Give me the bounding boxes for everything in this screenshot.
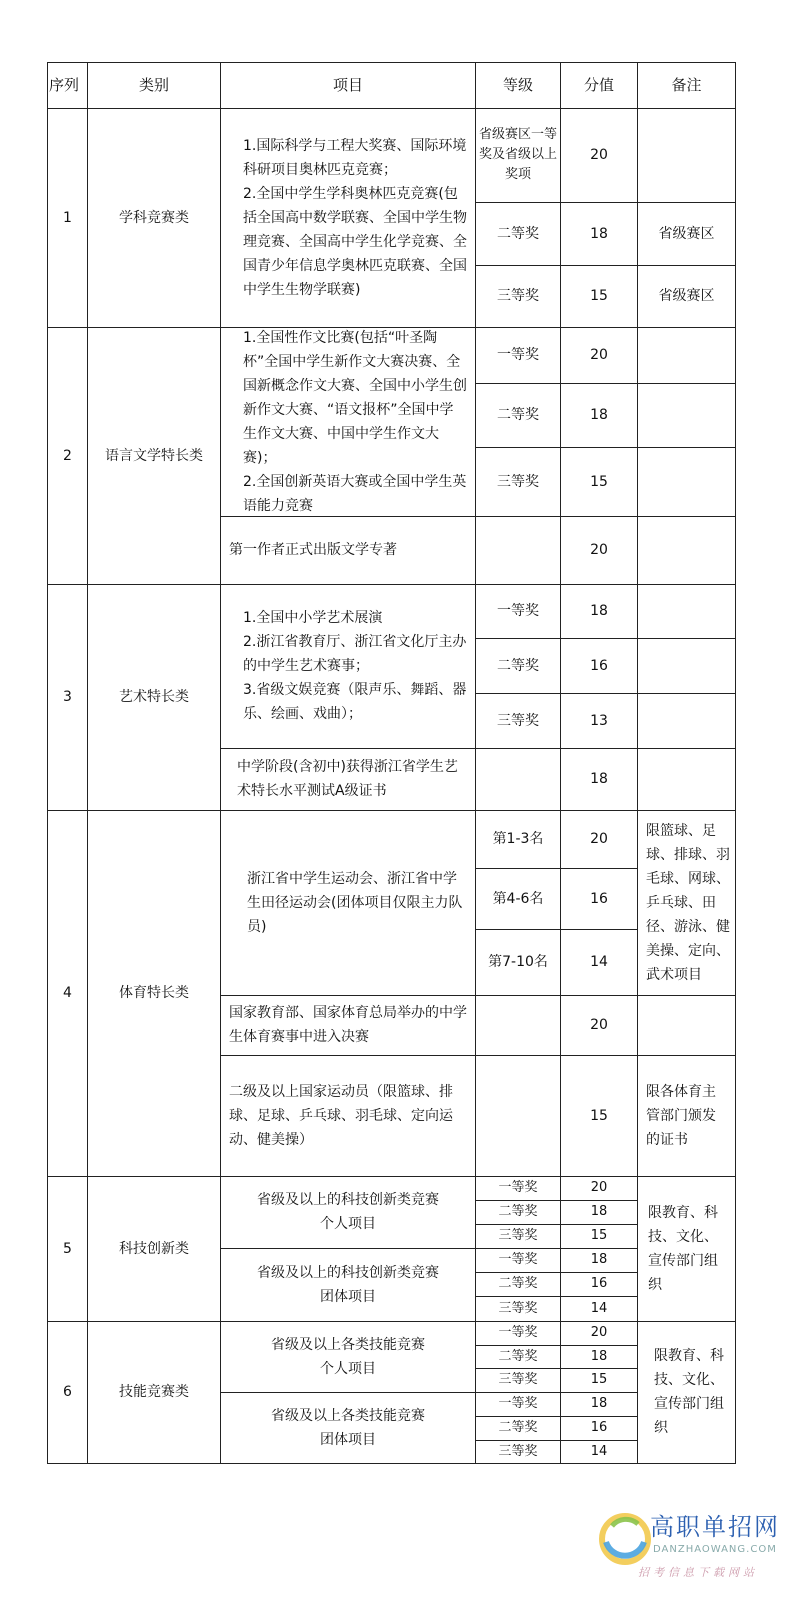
header-note: 备注 [671, 76, 702, 94]
score-value: 14 [590, 1300, 608, 1316]
award-level: 一等奖 [498, 1325, 538, 1340]
project-description: 1.国际科学与工程大奖赛、国际环境科研项目奥林匹克竞赛； 2.全国中学生学科奥林匹克竞赛(包括全国高中数学联赛、全国中学生物理竞赛、全国高中学生化学竞赛、全国青少年信息学奥林匹克联赛、全国中学生生物学联赛) [243, 137, 467, 298]
score-value: 15 [590, 288, 608, 304]
project-description: 二级及以上国家运动员（限篮球、排球、足球、乒乓球、羽毛球、定向运动、健美操） [229, 1083, 453, 1148]
watermark-domain: DANZHAOWANG.COM [653, 1544, 777, 1555]
award-level: 三等奖 [498, 1443, 538, 1459]
score-value: 15 [590, 473, 608, 490]
score-value: 15 [590, 1228, 608, 1243]
score-value: 18 [590, 1348, 608, 1364]
score-value: 20 [590, 147, 608, 163]
score-value: 20 [590, 1325, 608, 1340]
table-border-bottom [47, 1463, 736, 1464]
project-description: 1.全国中小学艺术展演 2.浙江省教育厅、浙江省文化厅主办的中学生艺术赛事； 3.省级文娱竞赛（限声乐、舞蹈、器乐、绘画、戏曲）； [243, 610, 467, 722]
note-text: 省级赛区 [658, 225, 715, 242]
section-index: 1 [63, 209, 72, 226]
award-level: 三等奖 [498, 1228, 538, 1243]
project-description: 第一作者正式出版文学专著 [229, 542, 397, 558]
score-value: 14 [590, 1443, 608, 1459]
score-value: 16 [590, 1276, 608, 1291]
note-text: 限教育、科技、文化、宣传部门组织 [654, 1348, 724, 1436]
score-value: 18 [590, 1252, 608, 1267]
score-value: 20 [590, 1180, 608, 1195]
score-value: 16 [590, 1420, 608, 1435]
project-description: 省级及以上各类技能竞赛 团体项目 [271, 1407, 425, 1448]
section-index: 4 [63, 985, 72, 1001]
score-value: 18 [590, 225, 608, 242]
section-category: 艺术特长类 [119, 689, 189, 705]
section-category: 科技创新类 [119, 1240, 189, 1257]
award-level: 第1-3名 [492, 831, 544, 847]
score-value: 20 [590, 831, 608, 847]
score-value: 16 [590, 657, 608, 674]
award-level: 第7-10名 [488, 954, 548, 970]
site-logo-icon [598, 1512, 652, 1566]
project-description: 1.全国性作文比赛(包括“叶圣陶杯”全国中学生新作文大赛决赛、全国新概念作文大赛、全国中小学生创新作文大赛、“语文报杯”全国中学生作文大赛、中国中学生作文大赛)； 2.全国创新英语大赛或全国中学生英语能力竞赛 [243, 329, 467, 514]
award-level: 二等奖 [498, 1204, 538, 1219]
award-level: 第4-6名 [492, 890, 544, 907]
award-level: 一等奖 [498, 1396, 538, 1411]
header-level: 等级 [502, 76, 533, 94]
watermark-title: 高职单招网 [650, 1513, 780, 1541]
award-level: 二等奖 [497, 657, 539, 674]
score-value: 13 [590, 712, 608, 729]
section-category: 学科竞赛类 [119, 209, 189, 226]
project-description: 省级及以上各类技能竞赛 个人项目 [271, 1336, 425, 1377]
project-description: 中学阶段(含初中)获得浙江省学生艺术特长水平测试A级证书 [237, 759, 458, 799]
section-index: 5 [63, 1240, 72, 1257]
score-value: 18 [590, 1204, 608, 1219]
award-level: 一等奖 [497, 603, 539, 619]
header-category: 类别 [138, 76, 169, 94]
note-text: 限各体育主管部门颁发的证书 [646, 1083, 716, 1148]
score-value: 20 [590, 542, 608, 558]
score-value: 20 [590, 1017, 608, 1033]
section-category: 技能竞赛类 [119, 1384, 189, 1400]
award-level: 二等奖 [497, 407, 539, 423]
score-value: 15 [590, 1372, 608, 1387]
score-value: 16 [590, 890, 608, 907]
score-value: 20 [590, 347, 608, 363]
score-value: 18 [590, 771, 608, 787]
award-level: 二等奖 [498, 1276, 538, 1291]
section-index: 3 [63, 689, 72, 705]
award-level: 一等奖 [498, 1180, 538, 1195]
award-level: 三等奖 [497, 288, 539, 304]
award-level: 三等奖 [498, 1372, 538, 1387]
award-level: 省级赛区一等奖及省级以上奖项 [478, 127, 557, 182]
note-text: 省级赛区 [658, 288, 715, 304]
site-watermark [598, 1512, 798, 1592]
project-description: 浙江省中学生运动会、浙江省中学生田径运动会(团体项目仅限主力队员) [247, 870, 463, 935]
table-border-right [735, 62, 736, 1464]
score-value: 18 [590, 603, 608, 619]
project-description: 省级及以上的科技创新类竞赛 团体项目 [257, 1264, 439, 1305]
project-description: 省级及以上的科技创新类竞赛 个人项目 [257, 1192, 439, 1232]
award-level: 一等奖 [498, 1252, 538, 1267]
award-level: 二等奖 [497, 225, 539, 242]
award-level: 二等奖 [498, 1420, 538, 1435]
section-index: 2 [63, 447, 72, 464]
note-text: 限教育、科技、文化、宣传部门组织 [648, 1204, 718, 1293]
header-score: 分值 [583, 76, 614, 94]
award-level: 三等奖 [497, 473, 539, 490]
award-level: 二等奖 [498, 1348, 538, 1364]
project-description: 国家教育部、国家体育总局举办的中学生体育赛事中进入决赛 [229, 1005, 467, 1045]
award-level: 三等奖 [498, 1300, 538, 1316]
note-text: 限篮球、足球、排球、羽毛球、网球、乒乓球、田径、游泳、健美操、定向、武术项目 [646, 822, 730, 983]
award-level: 三等奖 [497, 712, 539, 729]
score-value: 15 [590, 1107, 608, 1124]
header-index: 序列 [48, 76, 79, 94]
section-index: 6 [63, 1384, 72, 1400]
score-value: 18 [590, 407, 608, 423]
score-value: 14 [590, 954, 608, 970]
section-category: 体育特长类 [119, 985, 189, 1001]
header-project: 项目 [332, 76, 363, 94]
section-category: 语言文学特长类 [105, 447, 203, 464]
award-level: 一等奖 [497, 347, 539, 363]
watermark-slogan: 招考信息下载网站 [638, 1566, 758, 1579]
score-value: 18 [590, 1396, 608, 1411]
